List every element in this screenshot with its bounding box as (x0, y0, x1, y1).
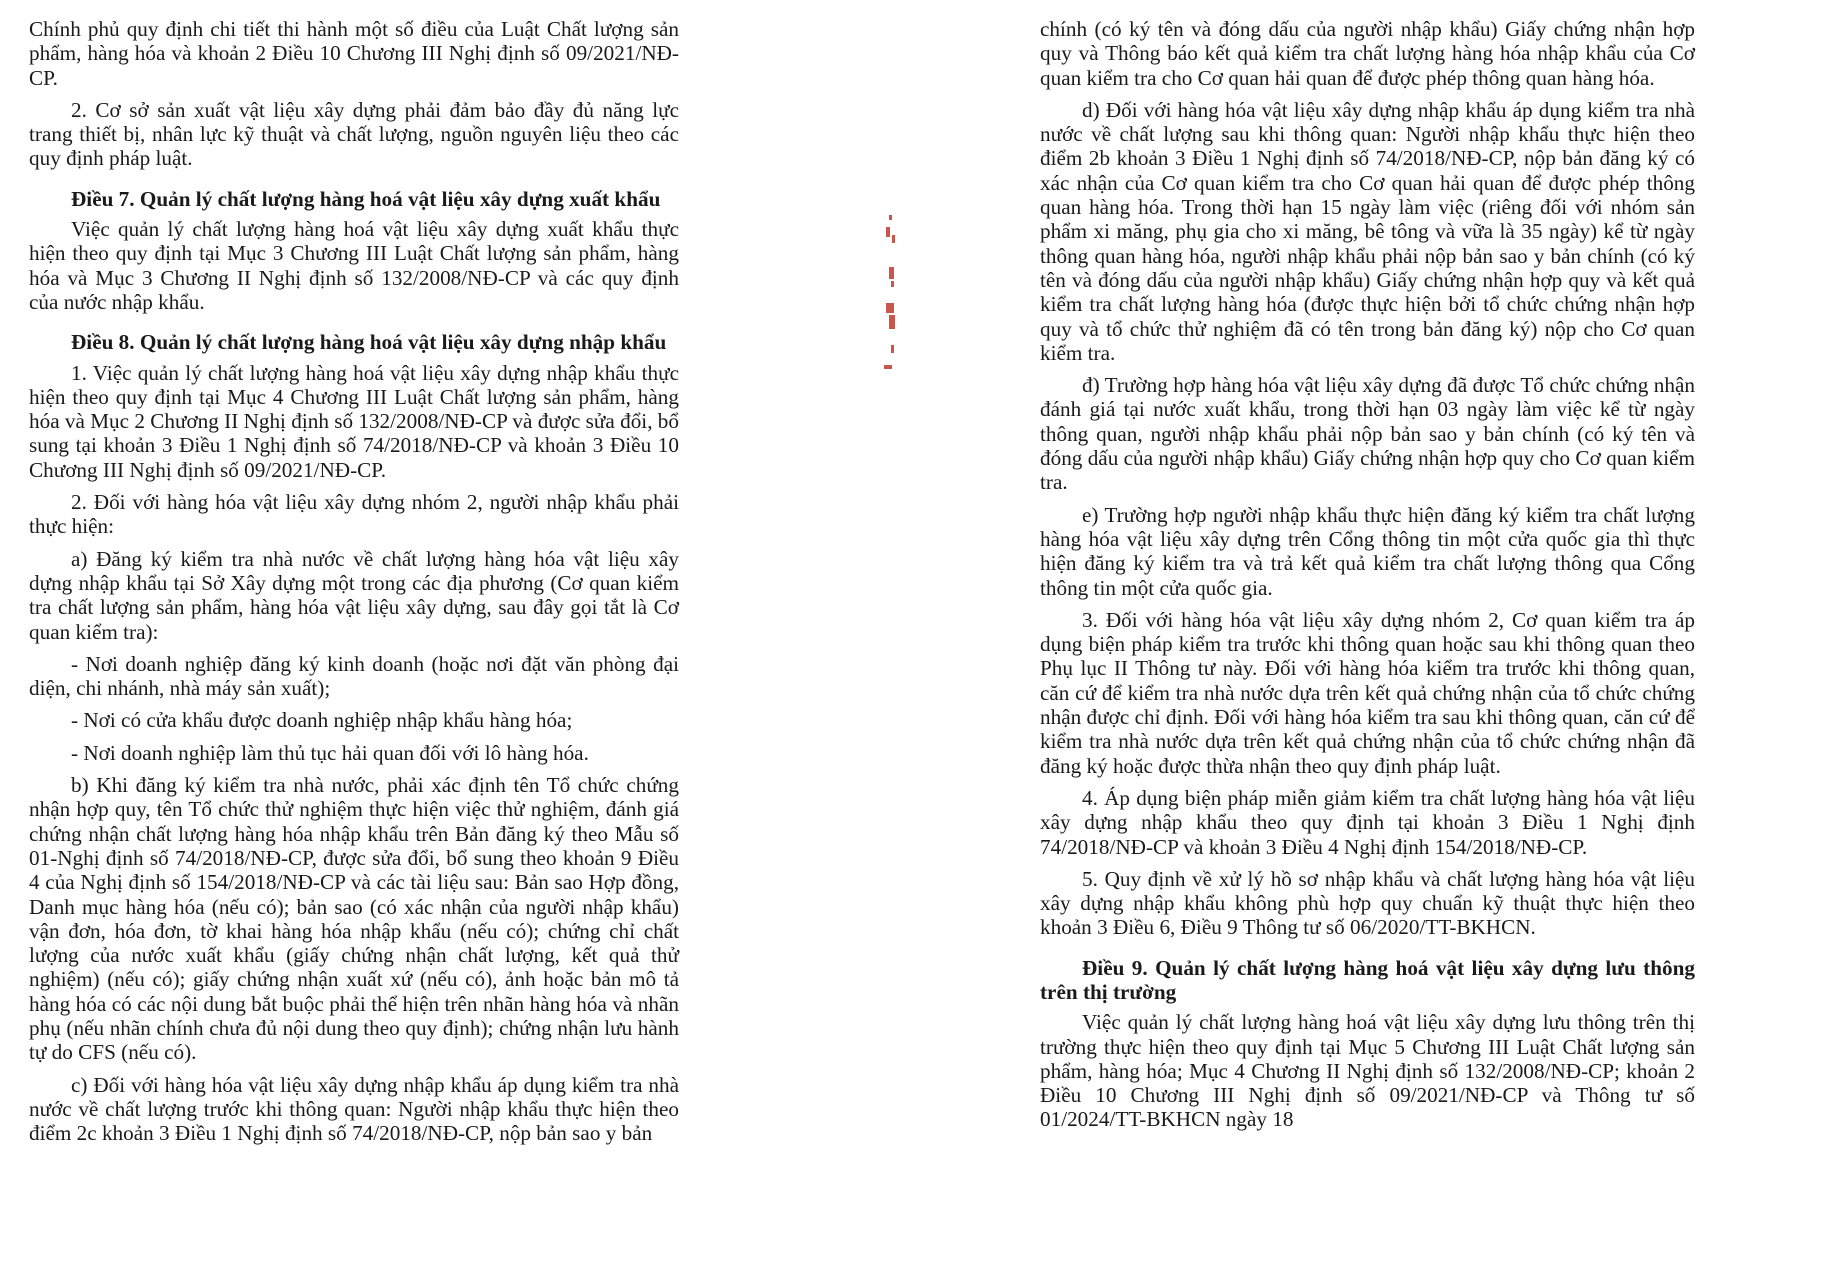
right-column (1040, 17, 1695, 1140)
article-8-point-b: b) Khi đăng ký kiểm tra nhà nước, phải xác định tên Tổ chức chứng nhận hợp quy, tên Tổ chức thử nghiệm thực hiện việc thử nghiệm, đánh giá chứng nhận chất lượng hàng hóa nhập khẩu trên Bản đăng ký theo Mẫu số 01-Nghị định số 74/2018/NĐ-CP, được sửa đổi, bổ sung theo khoản 9 Điều 4 của Nghị định số 154/2018/NĐ-CP và các tài liệu sau: Bản sao Hợp đồng, Danh mục hàng hóa (nếu có); bản sao (có xác nhận của người nhập khẩu) vận đơn, hóa đơn, tờ khai hàng hóa nhập khẩu (nếu có); chứng chỉ chất lượng của nước xuất khẩu (giấy chứng nhận chất lượng, kết quả thử nghiệm) (nếu có); giấy chứng nhận xuất xứ (nếu có), ảnh hoặc bản mô tả hàng hóa có các nội dung bắt buộc phải thể hiện trên nhãn hàng hóa và nhãn phụ (nếu nhãn chính chưa đủ nội dung theo quy định); chứng nhận lưu hành tự do CFS (nếu có). (29, 773, 679, 1065)
article-7-heading: Điều 7. Quản lý chất lượng hàng hoá vật liệu xây dựng xuất khẩu (71, 186, 661, 211)
article-8-point-c-continued: chính (có ký tên và đóng dấu của người nhập khẩu) Giấy chứng nhận hợp quy và Thông báo kết quả kiểm tra chất lượng hàng hóa nhập khẩu của Cơ quan kiểm tra cho Cơ quan hải quan để được phép thông quan hàng hóa. (1040, 17, 1695, 90)
article-8-clause-2: 2. Đối với hàng hóa vật liệu xây dựng nhóm 2, người nhập khẩu phải thực hiện: (29, 490, 679, 539)
article-9-heading: Điều 9. Quản lý chất lượng hàng hoá vật liệu xây dựng lưu thông trên thị trường (1040, 955, 1695, 1004)
article-8-point-dd: đ) Trường hợp hàng hóa vật liệu xây dựng đã được Tổ chức chứng nhận đánh giá tại nước xuất khẩu, trong thời hạn 03 ngày làm việc kể từ ngày thông quan, người nhập khẩu phải nộp bản sao y bản chính (có ký tên và đóng dấu của người nhập khẩu) Giấy chứng nhận hợp quy cho Cơ quan kiểm tra. (1040, 373, 1695, 495)
article-8-point-d: d) Đối với hàng hóa vật liệu xây dựng nhập khẩu áp dụng kiểm tra nhà nước về chất lượng sau khi thông quan: Người nhập khẩu thực hiện theo điểm 2b khoản 3 Điều 1 Nghị định số 74/2018/NĐ-CP, nộp bản đăng ký có xác nhận của Cơ quan kiểm tra cho Cơ quan hải quan để được phép thông quan hàng hóa. Trong thời hạn 15 ngày làm việc (riêng đối với nhóm sản phẩm xi măng, phụ gia cho xi măng, bê tông và vữa là 35 ngày) kể từ ngày thông quan hàng hóa, người nhập khẩu phải nộp bản sao y bản chính (có ký tên và đóng dấu của người nhập khẩu) Giấy chứng nhận hợp quy và kết quả kiểm tra chất lượng hàng hóa (được thực hiện bởi tổ chức chứng nhận hợp quy và tổ chức thử nghiệm đã có tên trong bản đăng ký) nộp cho Cơ quan kiểm tra. (1040, 97, 1695, 365)
article-8-clause-4: 4. Áp dụng biện pháp miễn giảm kiểm tra chất lượng hàng hóa vật liệu xây dựng nhập khẩu theo quy định tại khoản 3 Điều 1 Nghị định 74/2018/NĐ-CP và khoản 3 Điều 4 Nghị định 154/2018/NĐ-CP. (1040, 785, 1695, 859)
article-8-clause-1: 1. Việc quản lý chất lượng hàng hoá vật liệu xây dựng nhập khẩu thực hiện theo quy định tại Mục 4 Chương III Luật Chất lượng sản phẩm, hàng hóa và Mục 2 Chương II Nghị định số 132/2008/NĐ-CP và được sửa đổi, bổ sung tại khoản 3 Điều 1 Nghị định số 74/2018/NĐ-CP và khoản 3 Điều 10 Chương III Nghị định số 09/2021/NĐ-CP. (29, 360, 679, 482)
article-9-body: Việc quản lý chất lượng hàng hoá vật liệu xây dựng lưu thông trên thị trường thực hiện theo quy định tại Mục 5 Chương III Luật Chất lượng sản phẩm, hàng hóa; Mục 4 Chương II Nghị định số 132/2008/NĐ-CP; khoản 2 Điều 10 Chương III Nghị định số 09/2021/NĐ-CP và Thông tư số 01/2024/TT-BKHCN ngày 18 (1040, 1010, 1695, 1132)
article-7-body: Việc quản lý chất lượng hàng hoá vật liệu xây dựng xuất khẩu thực hiện theo quy định tại Mục 3 Chương III Luật Chất lượng sản phẩm, hàng hóa và Mục 3 Chương II Nghị định số 132/2008/NĐ-CP và các quy định của nước nhập khẩu. (29, 217, 679, 314)
red-seal-mark (880, 215, 902, 375)
article-8-point-c: c) Đối với hàng hóa vật liệu xây dựng nhập khẩu áp dụng kiểm tra nhà nước về chất lượng trước khi thông quan: Người nhập khẩu thực hiện theo điểm 2c khoản 3 Điều 1 Nghị định số 74/2018/NĐ-CP, nộp bản sao y bản (29, 1072, 679, 1146)
article-8-clause-3: 3. Đối với hàng hóa vật liệu xây dựng nhóm 2, Cơ quan kiểm tra áp dụng biện pháp kiểm tra trước khi thông quan hoặc sau khi thông quan theo Phụ lục II Thông tư này. Đối với hàng hóa kiểm tra trước khi thông quan, căn cứ để kiểm tra nhà nước dựa trên kết quả chứng nhận của tổ chức chứng nhận được chỉ định. Đối với hàng hóa kiểm tra sau khi thông quan, căn cứ để kiểm tra nhà nước dựa trên kết quả chứng nhận của tổ chức chứng nhận đã đăng ký hoặc được thừa nhận theo quy định pháp luật. (1040, 607, 1695, 778)
article-8-dash-1: - Nơi doanh nghiệp đăng ký kinh doanh (hoặc nơi đặt văn phòng đại diện, chi nhánh, nhà máy sản xuất); (29, 651, 679, 701)
article-8-point-a: a) Đăng ký kiểm tra nhà nước về chất lượng hàng hóa vật liệu xây dựng nhập khẩu tại Sở Xây dựng một trong các địa phương (Cơ quan kiểm tra chất lượng sản phẩm, hàng hóa vật liệu xây dựng, sau đây gọi tắt là Cơ quan kiểm tra): (29, 546, 679, 644)
left-column (29, 17, 679, 1153)
article-8-dash-2: - Nơi có cửa khẩu được doanh nghiệp nhập khẩu hàng hóa; (71, 708, 573, 733)
article-8-heading: Điều 8. Quản lý chất lượng hàng hoá vật liệu xây dựng nhập khẩu (71, 330, 667, 355)
article-8-point-e: e) Trường hợp người nhập khẩu thực hiện đăng ký kiểm tra chất lượng hàng hóa vật liệu xây dựng trên Cổng thông tin một cửa quốc gia thì thực hiện đăng ký kiểm tra và trả kết quả kiểm tra chất lượng thông qua Cổng thông tin một cửa quốc gia. (1040, 502, 1695, 600)
left-page (0, 0, 800, 1274)
article-8-dash-3: - Nơi doanh nghiệp làm thủ tục hải quan đối với lô hàng hóa. (71, 740, 589, 765)
paragraph-intro: Chính phủ quy định chi tiết thi hành một số điều của Luật Chất lượng sản phẩm, hàng hóa và khoản 2 Điều 10 Chương III Nghị định số 09/2021/NĐ-CP. (29, 17, 679, 90)
right-page (1040, 0, 1832, 1274)
paragraph-clause-2: 2. Cơ sở sản xuất vật liệu xây dựng phải đảm bảo đầy đủ năng lực trang thiết bị, nhân lực kỹ thuật và chất lượng, nguồn nguyên liệu theo các quy định pháp luật. (29, 97, 679, 171)
article-8-clause-5: 5. Quy định về xử lý hồ sơ nhập khẩu và chất lượng hàng hóa vật liệu xây dựng nhập khẩu không phù hợp quy chuẩn kỹ thuật thực hiện theo khoản 3 Điều 6, Điều 9 Thông tư số 06/2020/TT-BKHCN. (1040, 866, 1695, 940)
